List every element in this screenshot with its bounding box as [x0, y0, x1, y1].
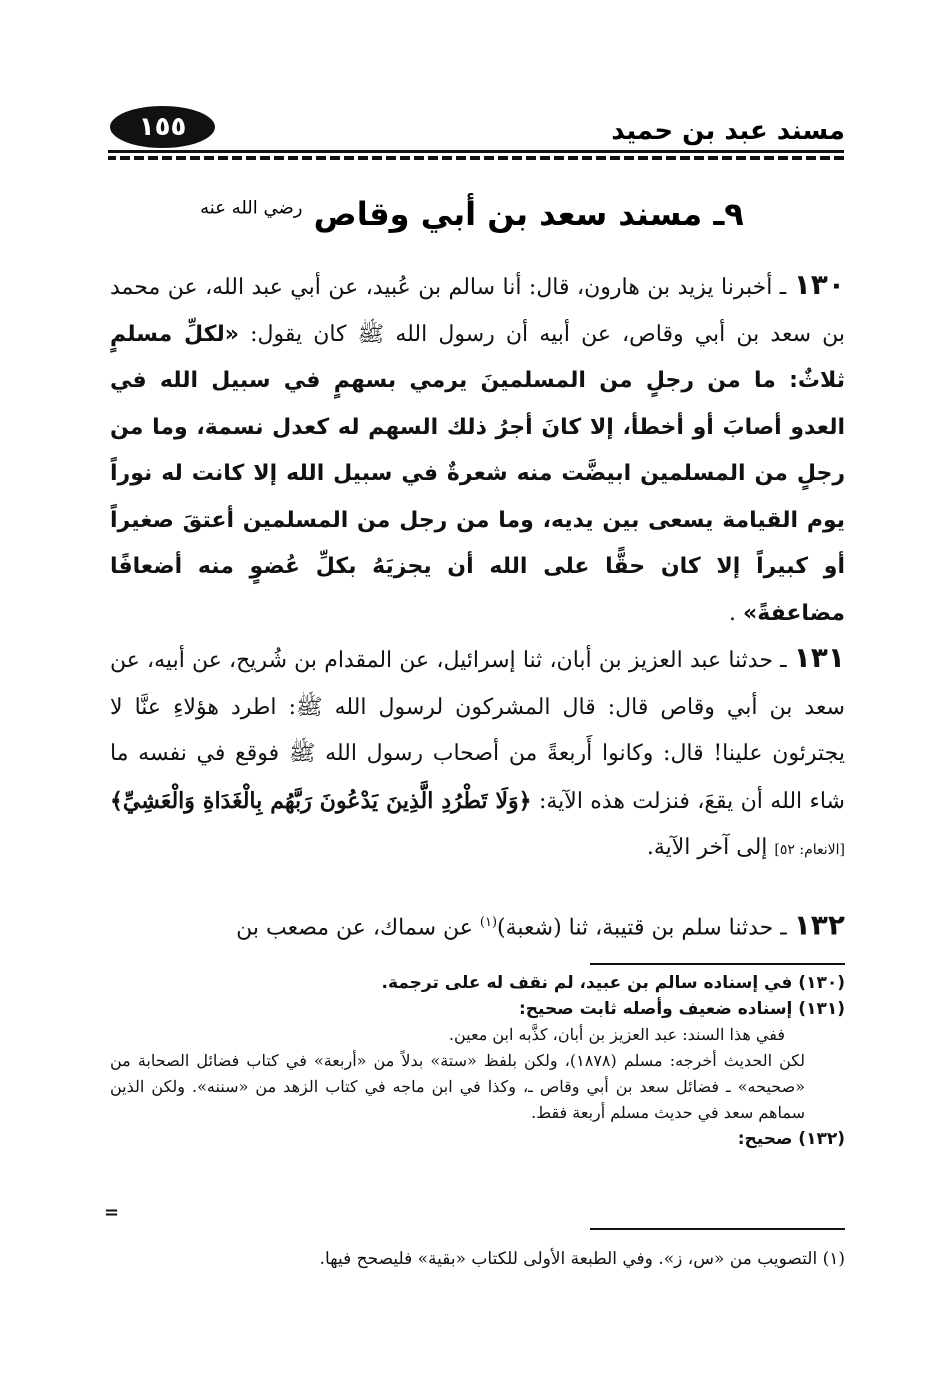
note-131-detail-a: ففي هذا السند: عبد العزيز بن أبان، كذَّبه ابن معين.: [448, 1025, 785, 1044]
hadith-matn: «لكلِّ مسلمٍ ثلاثٌ: ما من رجلٍ من المسلمينَ يرمي بسهمٍ في سبيل الله في العدو أصابَ أو أخطأ، إلا كانَ أجرُ ذلك السهم له كعدل نسمة، وما من رجلٍ من المسلمين ابيضَّت منه شعرةٌ في سبيل الله إلا كانت له نوراً يوم القيامة يسعى بين يديه، وما من رجل من المسلمين أعتقَ صغيراً أو كبيراً إلا كان حقًّا على الله أن يجزيَهُ بكلِّ عُضوٍ منه أضعافًا مضاعفةً»: [110, 321, 845, 626]
page-number-badge: ١٥٥: [110, 106, 215, 148]
continuation-mark: =: [104, 1202, 120, 1223]
hadith-131: [110, 635, 845, 874]
hadith-isnad: ـ حدثنا سلم بن قتيبة، ثنا (شعبة): [497, 915, 787, 941]
section-title: [100, 195, 844, 233]
note-131-detail-b: لكن الحديث أخرجه: مسلم (١٨٧٨)، ولكن بلفظ «ستة» بدلاً من «أربعة» في كتاب فضائل الصحابة من «صحيحه» ـ فضائل سعد بن أبي وقاص ـ، وكذا في ابن ماجه في كتاب الزهد من «سننه». ولكن الذين سماهم سعد في حديث مسلم أربعة فقط.: [110, 1051, 805, 1122]
hadith-number: ١٣٠: [793, 268, 845, 301]
hadith-132: [110, 900, 845, 952]
note-131: (١٣١) إسناده ضعيف وأصله ثابت صحيح:: [518, 999, 845, 1019]
footnote-ref: (١): [479, 915, 498, 930]
footnote-rule: [590, 1228, 845, 1230]
hadith-isnad: ـ أخبرنا يزيد بن هارون، قال: أنا سالم بن عُبيد، عن أبي عبد الله، عن محمد بن سعد بن أبي وقاص، عن أبيه أن رسول الله ﷺ كان يقول:: [110, 275, 845, 347]
honorific-glyph: رضي الله عنه: [200, 197, 303, 219]
notes-rule: [590, 963, 845, 965]
hadith-isnad: ـ حدثنا عبد العزيز بن أبان، ثنا إسرائيل، عن المقدام بن شُريح، عن أبيه، عن سعد بن أبي وقاص قال: قال المشركون لرسول الله ﷺ: اطرد هؤلاءِ عنَّا لا يجترئون علينا! قال: وكانوا أَربعةً من أصحاب رسول الله ﷺ فوقع في نفسه ما شاء الله أن يقعَ، فنزلت هذه الآية:: [110, 648, 845, 814]
verse-reference: [الانعام: ٥٢]: [774, 842, 845, 858]
note-130: (١٣٠) في إسناده سالم بن عبيد، لم نقف له على ترجمة.: [381, 973, 845, 993]
hadith-130: [110, 262, 845, 637]
running-title: مسند عبد بن حميد: [611, 116, 845, 146]
hadith-number: ١٣١: [793, 641, 845, 674]
header-rule: [108, 150, 844, 153]
note-132: (١٣٢) صحيح:: [737, 1129, 845, 1149]
hadith-continuation: عن سماك، عن مصعب بن: [236, 915, 480, 941]
hadith-number: ١٣٢: [793, 908, 845, 942]
header-dashed-rule: [108, 156, 844, 160]
hadith-end: إلى آخر الآية.: [646, 835, 768, 860]
section-title-text: ٩ـ مسند سعد بن أبي وقاص: [313, 195, 744, 233]
takhrij-notes: [110, 970, 845, 1152]
hadith-end: .: [729, 600, 737, 626]
quran-verse: ﴿وَلَا تَطْرُدِ الَّذِينَ يَدْعُونَ رَبَّهُم بِالْغَدَاةِ وَالْعَشِيِّ﴾: [110, 787, 532, 814]
footnote: (١) التصويب من «س، ز». وفي الطبعة الأولى للكتاب «بقية» فليصحح فيها.: [319, 1249, 845, 1269]
